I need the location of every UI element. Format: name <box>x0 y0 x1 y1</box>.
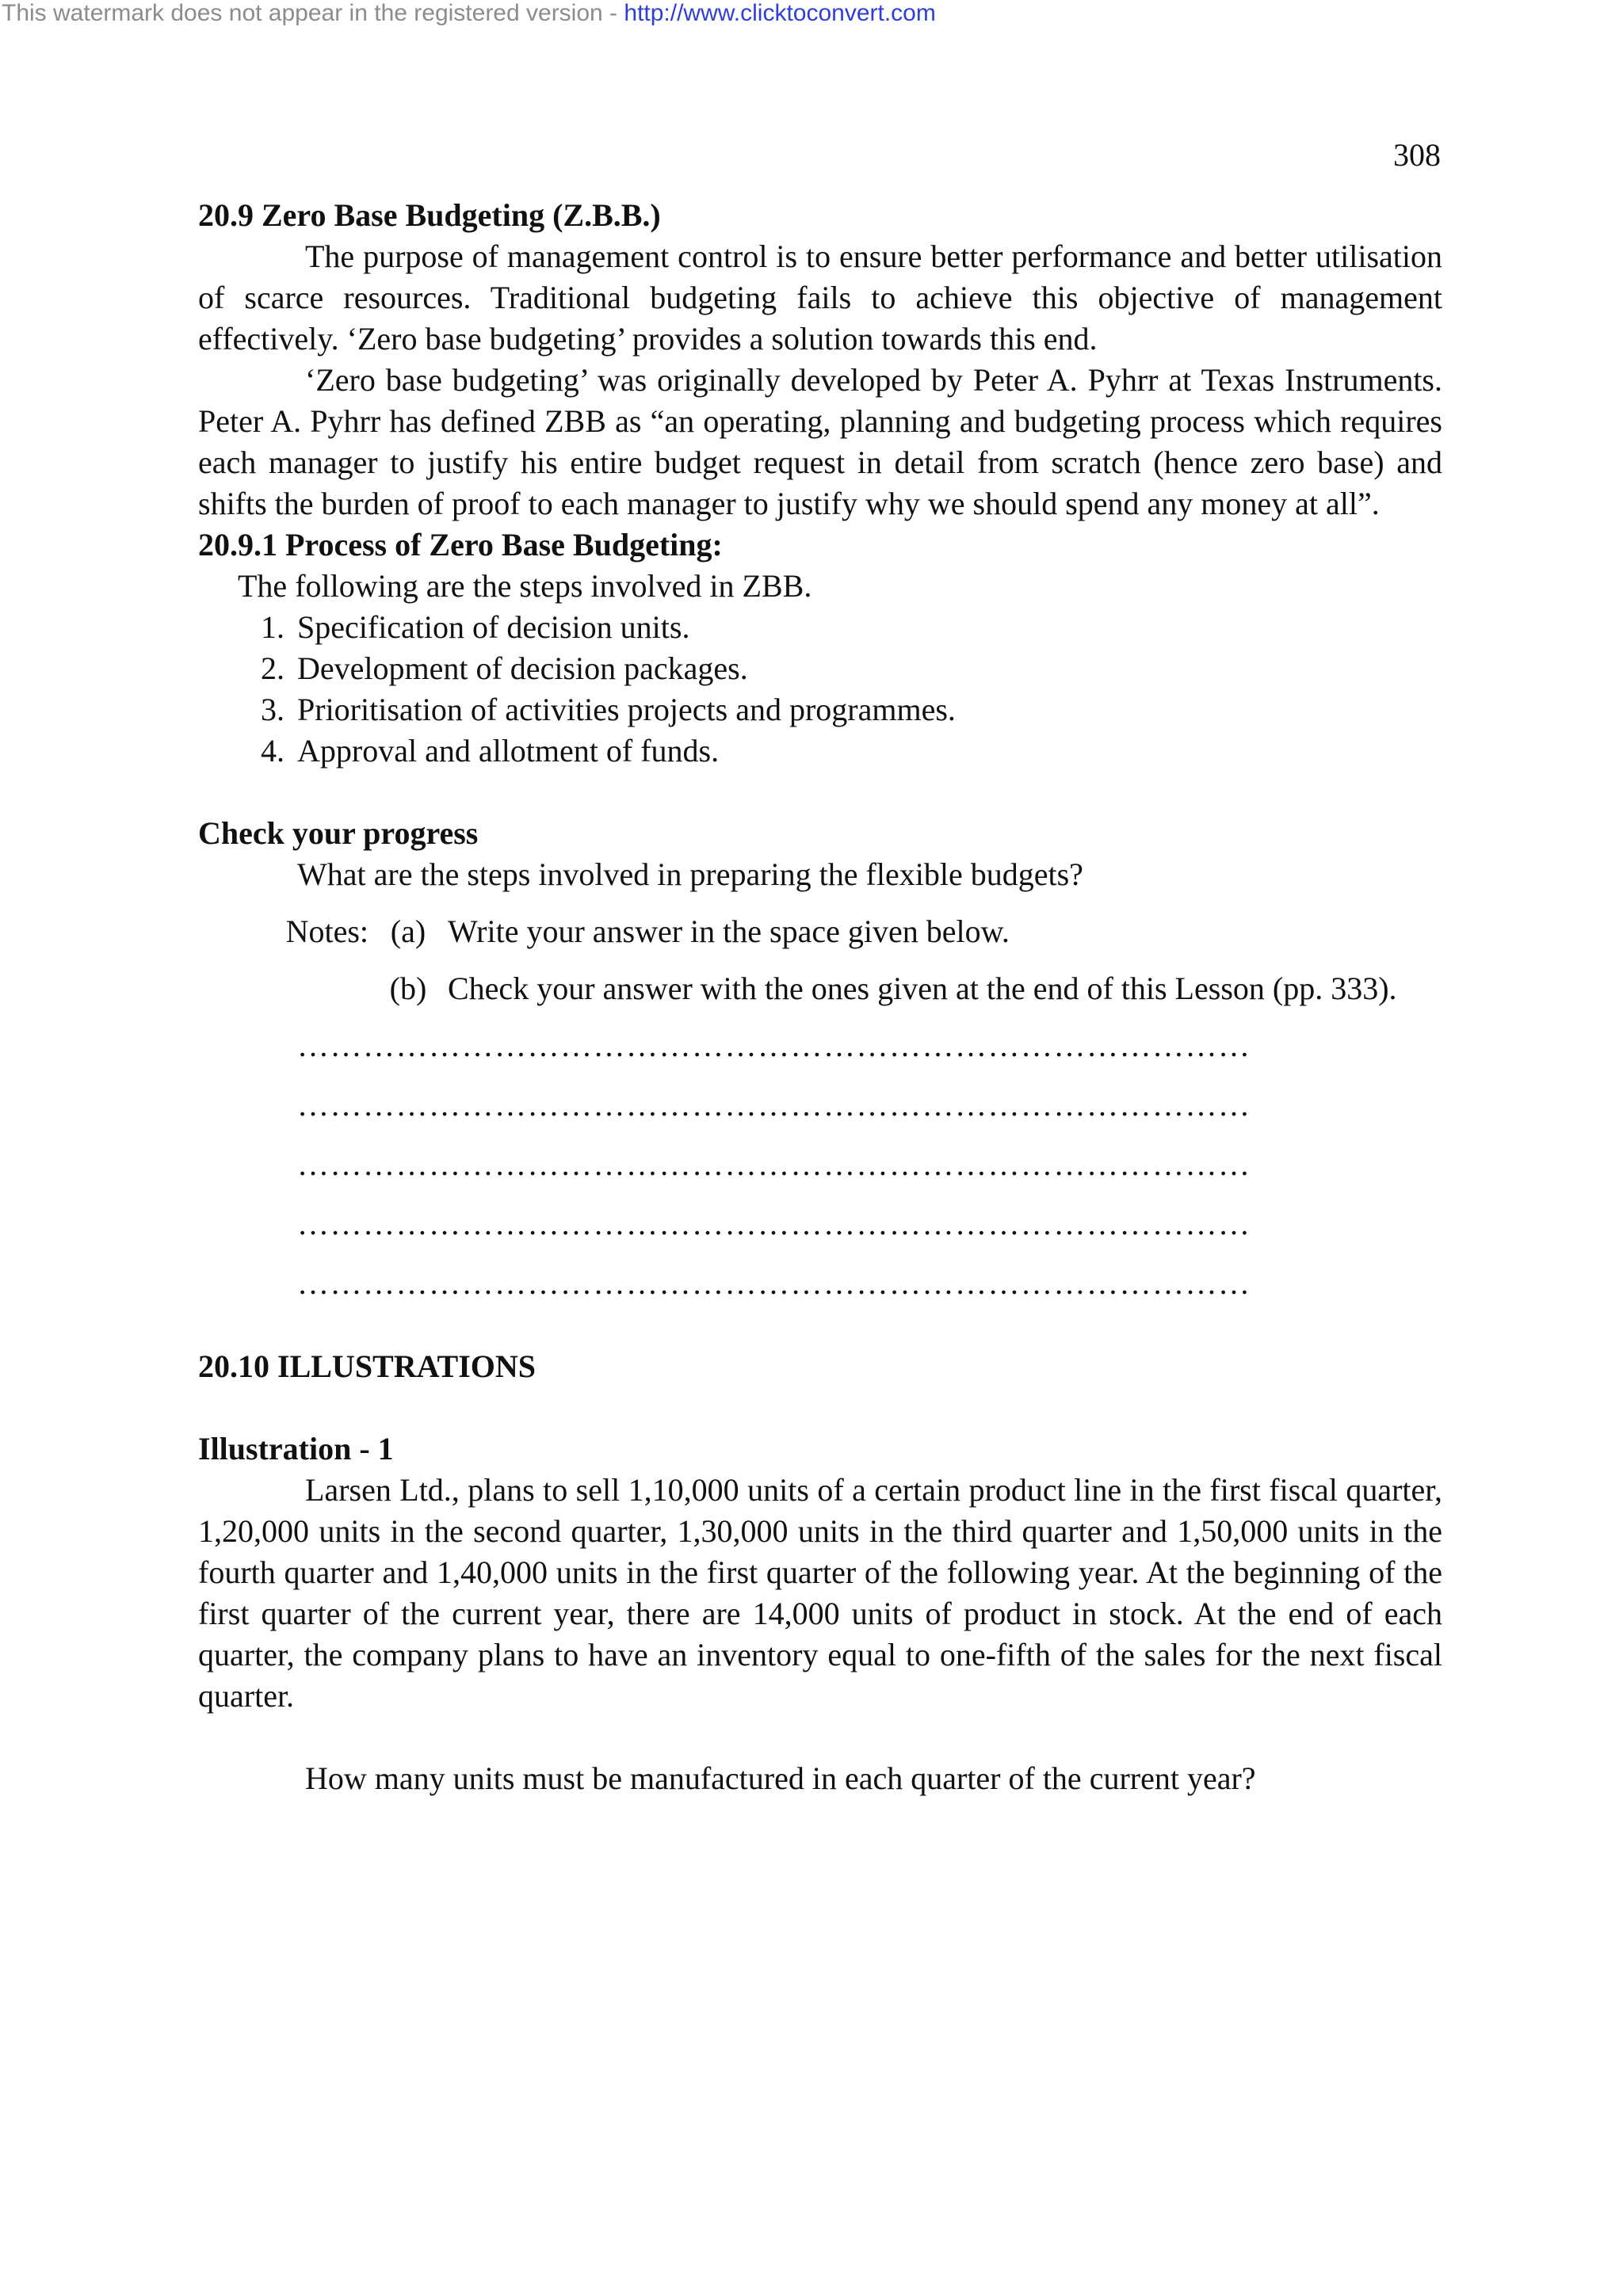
list-item <box>198 730 1442 772</box>
check-progress-question: What are the steps involved in preparing the flexible budgets? <box>297 856 1083 892</box>
list-item <box>198 648 1442 689</box>
watermark-link[interactable]: http://www.clicktoconvert.com <box>624 0 936 26</box>
section-paragraph-2: ‘Zero base budgeting’ was originally developed by Peter A. Pyhrr at Texas Instruments. Peter A. Pyhrr has defined ZBB as “an operating, planning and budgeting process which requires each manager to justify his entire budget request in detail from scratch (hence zero base) and shifts the burden of proof to each manager to justify why we should spend any money at all”. <box>198 362 1442 521</box>
illustrations-heading: 20.10 ILLUSTRATIONS <box>198 1348 537 1384</box>
spacer <box>198 772 1442 813</box>
notes-label: Notes: <box>285 913 369 949</box>
subsection-heading: 20.9.1 Process of Zero Base Budgeting: <box>198 527 723 563</box>
note-letter: (a) <box>390 913 426 949</box>
note-row <box>198 968 1442 1009</box>
subsection-intro: The following are the steps involved in ZBB. <box>238 568 812 604</box>
spacer <box>198 1387 1442 1428</box>
section-paragraph-1: The purpose of management control is to ensure better performance and better utilisation of scarce resources. Traditional budgeting fails to achieve this objective of management effectively. ‘Zero base budgeting’ provides a solution towards this end. <box>198 238 1442 357</box>
page-number: 308 <box>1393 137 1441 173</box>
note-text: Check your answer with the ones given at the end of this Lesson (pp. 333). <box>448 971 1397 1006</box>
watermark-text: This watermark does not appear in the registered version - <box>2 0 624 26</box>
list-item <box>198 607 1442 648</box>
note-text: Write your answer in the space given below. <box>448 913 1010 949</box>
step-number: 4. <box>261 733 285 769</box>
note-row <box>198 911 1442 952</box>
section-heading: 20.9 Zero Base Budgeting (Z.B.B.) <box>198 197 661 233</box>
answer-line: …………………………………………………………………………… <box>297 1146 1251 1182</box>
step-number: 2. <box>261 650 285 686</box>
step-text: Development of decision packages. <box>297 650 748 686</box>
watermark <box>2 0 936 27</box>
list-item <box>198 689 1442 730</box>
page-content <box>198 195 1442 1799</box>
illustration-1-body: Larsen Ltd., plans to sell 1,10,000 units of a certain product line in the first fiscal quarter, 1,20,000 units in the second quarter, 1,30,000 units in the third quarter and 1,50,000 units in the fourth quarter and 1,40,000 units in the first quarter of the following year. At the beginning of the first quarter of the current year, there are 14,000 units of product in stock. At the end of each quarter, the company plans to have an inventory equal to one-fifth of the sales for the next fiscal quarter. <box>198 1472 1442 1714</box>
answer-line: …………………………………………………………………………… <box>297 1087 1251 1123</box>
step-text: Specification of decision units. <box>297 609 690 645</box>
spacer <box>198 1322 1442 1346</box>
illustration-1-question: How many units must be manufactured in each quarter of the current year? <box>305 1760 1256 1796</box>
answer-space <box>297 1025 1296 1322</box>
answer-line: …………………………………………………………………………… <box>297 1028 1251 1063</box>
step-number: 1. <box>261 609 285 645</box>
illustration-1-heading: Illustration - 1 <box>198 1431 394 1466</box>
note-letter: (b) <box>389 971 427 1006</box>
answer-line: …………………………………………………………………………… <box>297 1206 1251 1241</box>
step-text: Prioritisation of activities projects and programmes. <box>297 692 956 727</box>
answer-line: …………………………………………………………………………… <box>297 1265 1251 1301</box>
steps-list <box>198 607 1442 772</box>
step-number: 3. <box>261 692 285 727</box>
step-text: Approval and allotment of funds. <box>297 733 720 769</box>
check-progress-heading: Check your progress <box>198 815 479 851</box>
notes-block <box>198 911 1442 1009</box>
